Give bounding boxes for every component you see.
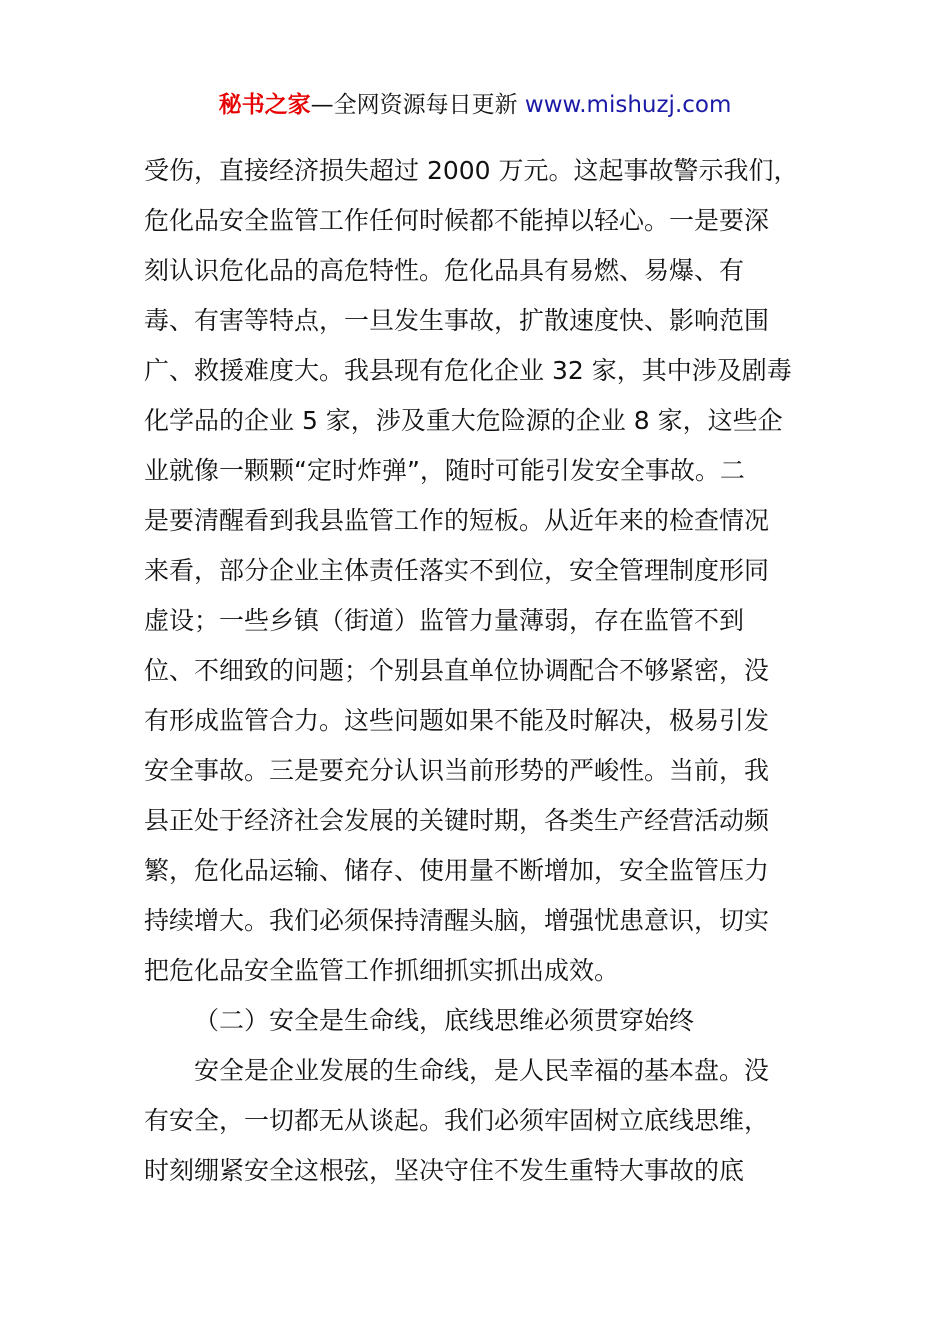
paragraph-first-line: 安全是企业发展的生命线，是人民幸福的基本盘。没: [194, 1056, 770, 1085]
text-line: 化学品的企业 5 家，涉及重大危险源的企业 8 家，这些企: [144, 406, 783, 435]
site-url[interactable]: www.mishuzj.com: [524, 92, 732, 118]
text-line: 时刻绷紧安全这根弦，坚决守住不发生重特大事故的底: [144, 1156, 745, 1185]
text-line: 繁，危化品运输、储存、使用量不断增加，安全监管压力: [144, 856, 770, 885]
text-line: 毒、有害等特点，一旦发生事故，扩散速度快、影响范围: [144, 306, 770, 335]
text-line: 受伤，直接经济损失超过 2000 万元。这起事故警示我们，: [144, 156, 799, 185]
text-line: 业就像一颗颗“定时炸弹”，随时可能引发安全事故。二: [144, 456, 745, 485]
text-line: 有安全，一切都无从谈起。我们必须牢固树立底线思维，: [144, 1106, 770, 1135]
text-line: 广、救援难度大。我县现有危化企业 32 家，其中涉及剧毒: [144, 356, 792, 385]
text-line: 县正处于经济社会发展的关键时期，各类生产经营活动频: [144, 806, 770, 835]
text-line: 刻认识危化品的高危特性。危化品具有易燃、易爆、有: [144, 256, 745, 285]
text-line: 安全事故。三是要充分认识当前形势的严峻性。当前，我: [144, 756, 770, 785]
document-body: [144, 146, 809, 1196]
text-line: 是要清醒看到我县监管工作的短板。从近年来的检查情况: [144, 506, 770, 535]
text-line: 把危化品安全监管工作抓细抓实抓出成效。: [144, 956, 620, 985]
section-heading: （二）安全是生命线，底线思维必须贯穿始终: [194, 1006, 695, 1035]
text-line: 位、不细致的问题；个别县直单位协调配合不够紧密，没: [144, 656, 770, 685]
text-line: 危化品安全监管工作任何时候都不能掉以轻心。一是要深: [144, 206, 770, 235]
text-line: 有形成监管合力。这些问题如果不能及时解决，极易引发: [144, 706, 770, 735]
text-line: 虚设；一些乡镇（街道）监管力量薄弱，存在监管不到: [144, 606, 745, 635]
brand-name: 秘书之家: [218, 92, 311, 118]
text-line: 来看，部分企业主体责任落实不到位，安全管理制度形同: [144, 556, 770, 585]
page-header: [0, 88, 950, 122]
header-tagline: —全网资源每日更新: [310, 92, 525, 118]
text-line: 持续增大。我们必须保持清醒头脑，增强忧患意识，切实: [144, 906, 770, 935]
